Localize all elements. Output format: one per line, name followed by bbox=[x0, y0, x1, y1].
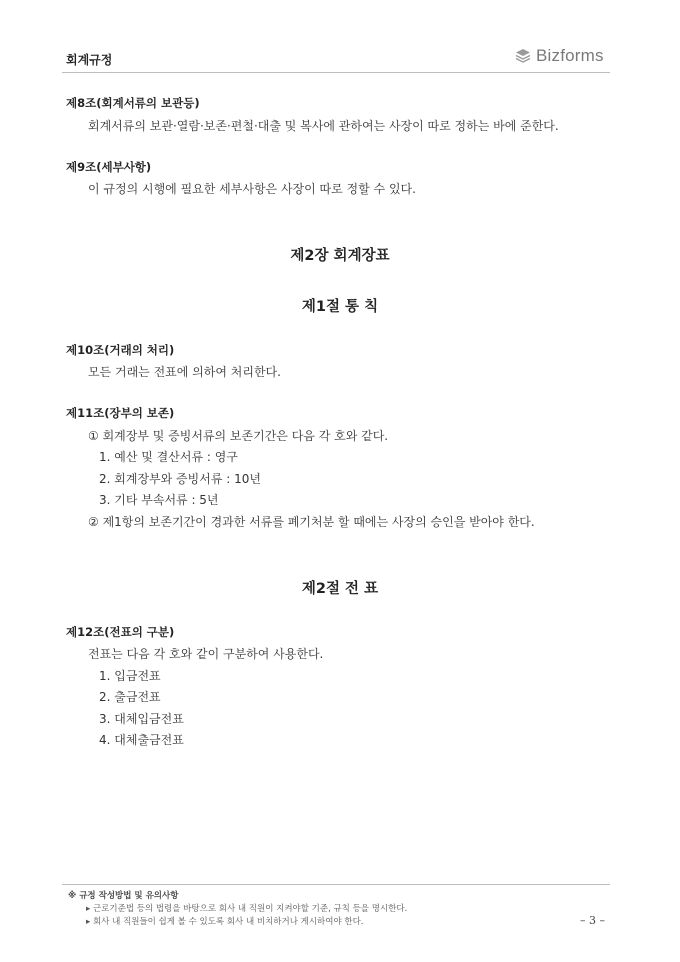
article-11-paragraph-1: ① 회계장부 및 증빙서류의 보존기간은 다음 각 호와 같다. bbox=[88, 429, 389, 443]
article-11-item: 2. 회계장부와 증빙서류 : 10년 bbox=[99, 472, 261, 486]
footer-note: ▸ 근로기준법 등의 법령을 바탕으로 회사 내 직원이 지켜야할 기준, 규칙 등을 명시한다. bbox=[86, 904, 408, 914]
article-11-paragraph-2: ② 제1항의 보존기간이 경과한 서류를 폐기처분 할 때에는 사장의 승인을 받아야 한다. bbox=[88, 515, 535, 529]
document-header-title: 회계규정 bbox=[66, 53, 113, 67]
article-9-title: 제9조(세부사항) bbox=[66, 160, 152, 174]
article-12-item: 2. 출금전표 bbox=[99, 690, 161, 704]
footer-note: ▸ 회사 내 직원들이 쉽게 볼 수 있도록 회사 내 비치하거나 게시하여야 한다. bbox=[86, 917, 364, 927]
chapter-2-title: 제2장 회계장표 bbox=[290, 248, 390, 264]
article-12-item: 4. 대체출금전표 bbox=[99, 733, 184, 747]
logo-text: Bizforms bbox=[536, 46, 604, 65]
header-divider bbox=[62, 72, 610, 73]
article-9-body: 이 규정의 시행에 필요한 세부사항은 사장이 따로 정할 수 있다. bbox=[88, 182, 416, 196]
footer-notes-title: ※ 규정 작성방법 및 유의사항 bbox=[68, 891, 179, 901]
section-2-title: 제2절 전 표 bbox=[301, 581, 379, 597]
stacked-layers-icon bbox=[515, 48, 531, 64]
article-12-body: 전표는 다음 각 호와 같이 구분하여 사용한다. bbox=[88, 647, 324, 661]
article-11-title: 제11조(장부의 보존) bbox=[66, 406, 175, 420]
article-8-body: 회계서류의 보관·열람·보존·편철·대출 및 복사에 관하여는 사장이 따로 정하는 바에 준한다. bbox=[88, 119, 559, 133]
page-number: – 3 – bbox=[580, 914, 605, 927]
article-12-item: 1. 입금전표 bbox=[99, 669, 161, 683]
article-10-body: 모든 거래는 전표에 의하여 처리한다. bbox=[88, 365, 281, 379]
article-11-item: 1. 예산 및 결산서류 : 영구 bbox=[99, 450, 238, 464]
article-8-title: 제8조(회계서류의 보관등) bbox=[66, 96, 200, 110]
section-1-title: 제1절 통 칙 bbox=[301, 299, 379, 315]
article-10-title: 제10조(거래의 처리) bbox=[66, 343, 175, 357]
article-12-item: 3. 대체입금전표 bbox=[99, 712, 184, 726]
article-12-title: 제12조(전표의 구분) bbox=[66, 625, 175, 639]
footer-divider bbox=[62, 884, 610, 885]
article-11-item: 3. 기타 부속서류 : 5년 bbox=[99, 493, 219, 507]
bizforms-logo bbox=[515, 46, 604, 66]
